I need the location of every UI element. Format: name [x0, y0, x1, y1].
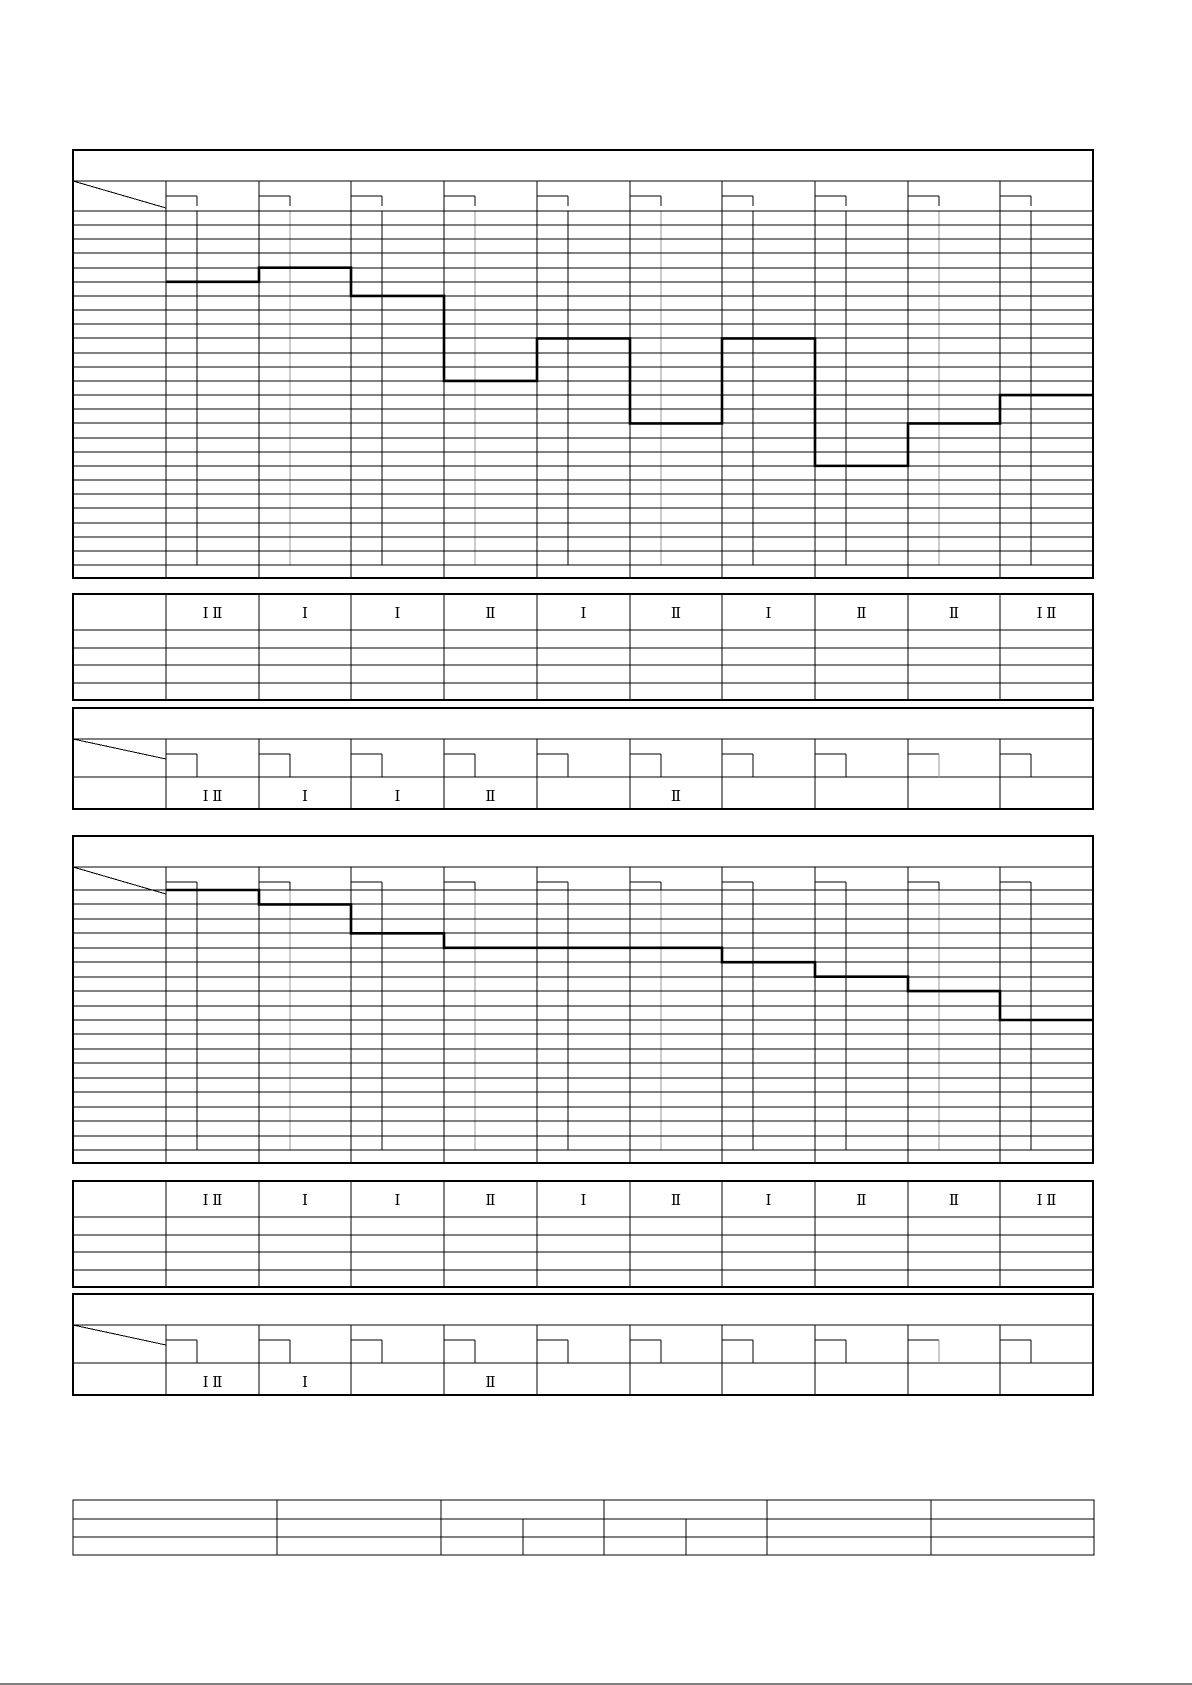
grade-label: Ⅱ	[856, 606, 867, 622]
grade-label: Ⅱ	[948, 606, 960, 622]
small-table-label: Ⅱ	[485, 1375, 496, 1391]
grade-label: Ⅱ	[670, 606, 682, 622]
grade-table-2	[73, 1181, 1093, 1287]
grade-table-1	[73, 594, 1093, 700]
chart-frame	[73, 836, 1093, 1163]
grade-label: Ⅱ	[948, 1193, 960, 1209]
diagonal-line	[73, 181, 166, 208]
grade-label: Ⅰ Ⅱ	[1036, 1193, 1057, 1209]
diagonal-line	[73, 739, 166, 759]
grade-label: Ⅰ	[765, 1193, 772, 1209]
grade-label: Ⅰ	[580, 1193, 587, 1209]
footer-frame	[73, 1500, 1094, 1555]
chart-frame	[73, 150, 1093, 578]
diagonal-line	[73, 1325, 166, 1345]
grade-label: Ⅰ	[580, 606, 587, 622]
small-table-1	[73, 708, 1093, 809]
small-table-2	[73, 1294, 1093, 1395]
grade-label: Ⅰ	[394, 1193, 401, 1209]
small-table-frame	[73, 1294, 1093, 1395]
grade-label: Ⅱ	[670, 1193, 682, 1209]
small-table-label: Ⅰ Ⅱ	[202, 1375, 223, 1391]
small-table-label: Ⅱ	[670, 789, 682, 805]
grade-label: Ⅰ Ⅱ	[202, 1193, 223, 1209]
grade-label: Ⅰ Ⅱ	[1036, 606, 1057, 622]
grade-label: Ⅰ	[302, 1193, 308, 1209]
small-table-frame	[73, 708, 1093, 809]
chart-2	[73, 836, 1093, 1163]
footer-table	[0, 1500, 1192, 1684]
grade-label: Ⅰ Ⅱ	[202, 606, 223, 622]
chart-1	[73, 150, 1093, 578]
grade-label: Ⅰ	[765, 606, 772, 622]
grade-label: Ⅰ	[302, 606, 308, 622]
small-table-label: Ⅰ	[302, 1375, 308, 1391]
small-table-label: Ⅰ	[394, 789, 401, 805]
small-table-label: Ⅱ	[485, 789, 496, 805]
grade-label: Ⅱ	[856, 1193, 867, 1209]
small-table-label: Ⅰ Ⅱ	[202, 789, 223, 805]
small-table-label: Ⅰ	[302, 789, 308, 805]
grade-label: Ⅱ	[485, 1193, 496, 1209]
grade-label: Ⅰ	[394, 606, 401, 622]
grade-label: Ⅱ	[485, 606, 496, 622]
